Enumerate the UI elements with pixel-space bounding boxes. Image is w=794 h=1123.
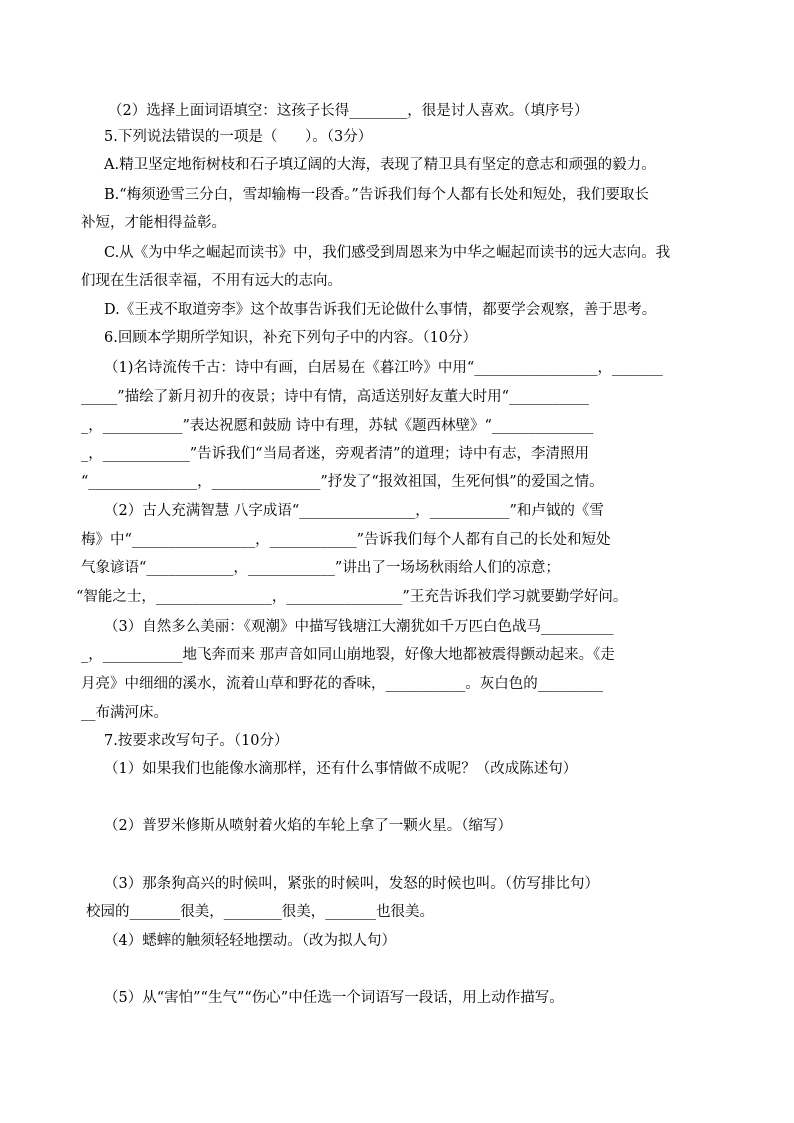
q7-sub2: （2）普罗米修斯从喷射着火焰的车轮上拿了一颗火星。（缩写）: [104, 818, 512, 834]
q6-sub3-line2: _，___________地飞奔而来 那声音如同山崩地裂，好像大地都被震得颤动起来。《走: [81, 647, 615, 663]
q5-option-c: C.从《为中华之崛起而读书》中，我们感受到周恩来为中华之崛起而读书的远大志向。我: [104, 245, 671, 261]
q4-sub2-fill-blank: （2）选择上面词语填空：这孩子长得________，很是讨人喜欢。（填序号）: [108, 103, 589, 119]
q6-sub3-line3: 月亮》中细细的溪水，流着山草和野花的香味，___________。灰白色的_________: [81, 676, 603, 692]
q6-sub1-line5: “_______________，_______________”抒发了“报效祖国，生死何惧”的爱国之情。: [81, 474, 604, 490]
q6-sub1-line2: _____”描绘了新月初升的夜景；诗中有情，高适送别好友董大时用“___________: [81, 389, 589, 405]
q7-sub5: （5）从“害怕”“生气”“伤心”中任选一个词语写一段话，用上动作描写。: [104, 990, 564, 1006]
q6-sub1-line3: _，___________”表达祝愿和鼓励 诗中有理，苏轼《题西林壁》“______________: [81, 418, 594, 434]
q6-sub2-line4: “智能之士，________________，________________”王充告诉我们学习就要勤学好问。: [76, 589, 628, 605]
q5-option-b: B.“梅须逊雪三分白，雪却输梅一段香。”告诉我们每个人都有长处和短处，我们要取长: [104, 187, 649, 203]
q6-sub2-line1: （2）古人充满智慧 八字成语“________________，___________”和卢钺的《雪: [104, 503, 604, 519]
q7-sub3: （3）那条狗高兴的时候叫，紧张的时候叫，发怒的时候也叫。（仿写排比句）: [104, 876, 599, 892]
q5-option-a: A.精卫坚定地衔树枝和石子填辽阔的大海，表现了精卫具有坚定的意志和顽强的毅力。: [104, 157, 656, 173]
q6-heading: 6.回顾本学期所学知识，补充下列句子中的内容。（10分）: [104, 330, 478, 346]
q6-sub3-line4: __布满河床。: [81, 705, 168, 721]
q6-sub2-line3: 气象谚语“____________，____________”讲出了一场场秋雨给人们的凉意；: [81, 560, 560, 576]
q6-sub1-line4: _，____________”告诉我们“当局者迷，旁观者清”的道理；诗中有志，李清照用: [81, 446, 589, 462]
q6-sub3-line1: （3）自然多么美丽：《观潮》中描写钱塘江大潮犹如千万匹白色战马__________: [104, 619, 614, 635]
q7-sub3-template: 校园的_______很美，________很美，_______也很美。: [86, 904, 434, 920]
q7-heading: 7.按要求改写句子。（10分）: [104, 733, 289, 749]
q7-sub1: （1）如果我们也能像水滴那样，还有什么事情做不成呢？（改成陈述句）: [104, 761, 578, 777]
q7-sub4: （4）蟋蟀的触须轻轻地摆动。（改为拟人句）: [104, 933, 396, 949]
q6-sub1-line1: （1)名诗流传千古：诗中有画，白居易在《暮江吟》中用“_________________，_______: [104, 360, 663, 376]
q5-option-c-cont: 们现在生活很幸福，不用有远大的志向。: [81, 273, 342, 289]
q6-sub2-line2: 梅》中“_________________，____________”告诉我们每个人都有自己的长处和短处: [81, 532, 611, 548]
q5-heading: 5.下列说法错误的一项是（ ）。（3分）: [104, 129, 373, 145]
q5-option-b-cont: 补短，才能相得益彰。: [81, 215, 226, 231]
q5-option-d: D.《王戎不取道旁李》这个故事告诉我们无论做什么事情，都要学会观察，善于思考。: [104, 302, 657, 318]
